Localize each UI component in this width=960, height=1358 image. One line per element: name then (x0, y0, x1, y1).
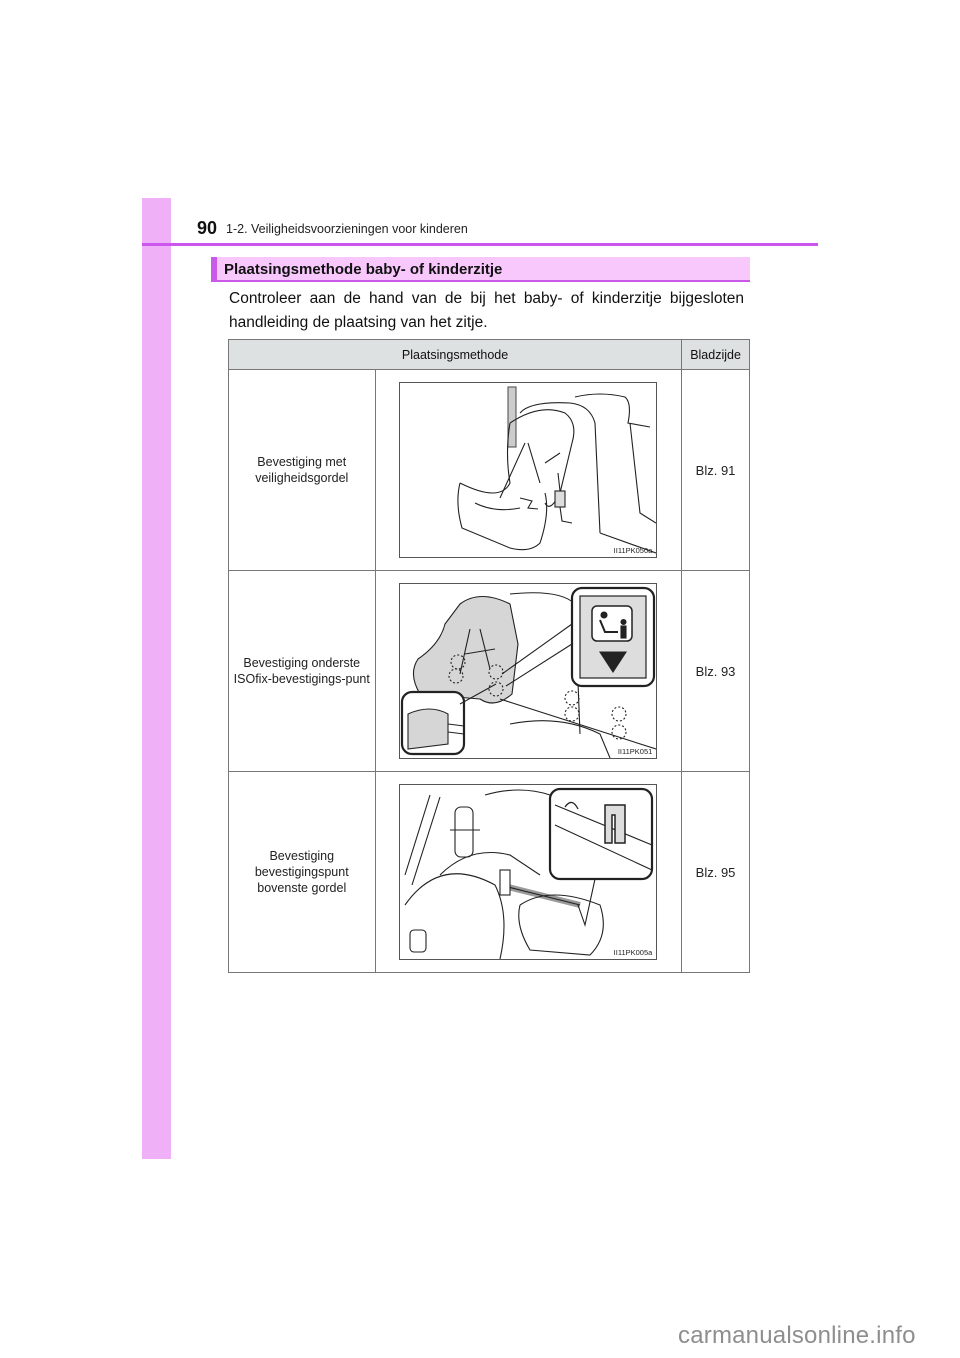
method-cell: Bevestiging bevestigingspunt bovenste gordel (229, 772, 376, 973)
header-divider (142, 243, 818, 246)
section-heading-bar (211, 257, 750, 282)
top-tether-anchor-illustration (399, 784, 657, 960)
header-method: Plaatsingsmethode (229, 340, 682, 370)
child-seat-isofix-illustration (399, 583, 657, 759)
page-number: 90 (197, 218, 218, 238)
intro-paragraph: Controleer aan de hand van de bij het baby- of kinderzitje bijgesloten handleiding de plaatsing van het zitje. (229, 290, 744, 331)
watermark: carmanualsonline.info (678, 1322, 916, 1349)
child-seat-seatbelt-illustration (399, 382, 657, 558)
chapter-title: 1-2. Veiligheidsvoorzieningen voor kinderen (226, 222, 468, 236)
header-page: Bladzijde (682, 340, 750, 370)
method-cell: Bevestiging met veiligheidsgordel (229, 370, 376, 571)
page-reference: Blz. 95 (682, 772, 750, 973)
table-header-row (229, 340, 750, 370)
section-title: Plaatsingsmethode baby- of kinderzitje (224, 261, 503, 278)
page-reference: Blz. 91 (682, 370, 750, 571)
table-row (229, 571, 750, 772)
figure-cell (375, 571, 682, 772)
figure-cell (375, 370, 682, 571)
figure-cell (375, 772, 682, 973)
chapter-sidebar-tab (142, 198, 171, 1159)
installation-methods-table (228, 339, 750, 973)
method-cell: Bevestiging onderste ISOfix-bevestigings-punt (229, 571, 376, 772)
table-row (229, 370, 750, 571)
section-accent (211, 257, 217, 280)
figure-code: II11PK051 (617, 747, 653, 756)
table-row (229, 772, 750, 973)
figure-code: II11PK050a (613, 546, 653, 555)
figure-code: II11PK005a (613, 948, 653, 957)
page-reference: Blz. 93 (682, 571, 750, 772)
